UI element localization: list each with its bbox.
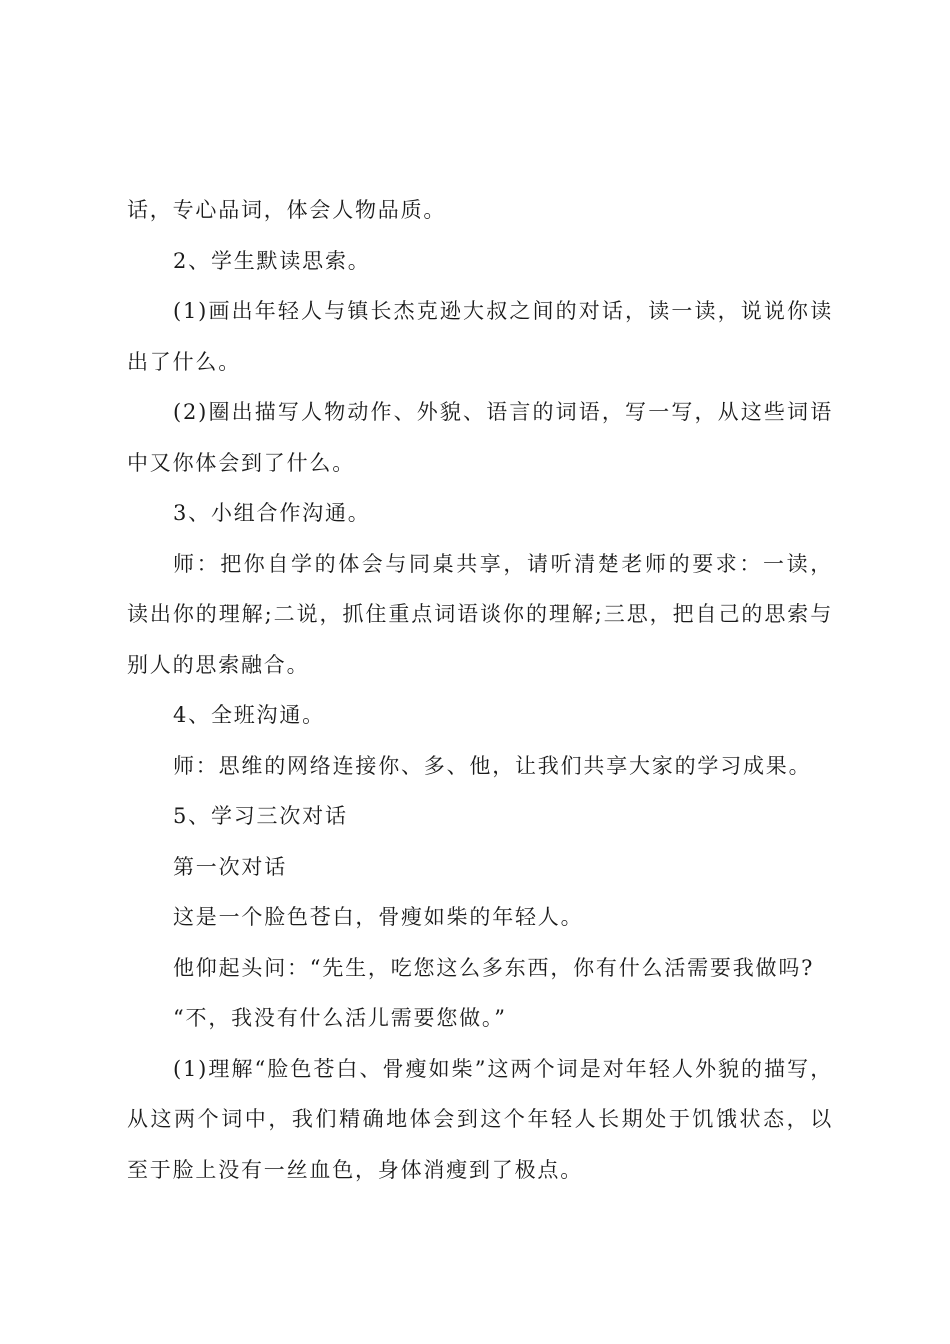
- paragraph: (1)画出年轻人与镇长杰克逊大叔之间的对话，读一读，说说你读出了什么。: [127, 299, 833, 374]
- paragraph: “不，我没有什么活儿需要您做。”: [173, 1006, 507, 1030]
- paragraph: (2)圈出描写人物动作、外貌、语言的词语，写一写，从这些词语中又你体会到了什么。: [127, 400, 833, 475]
- paragraph: 第一次对话: [173, 854, 287, 879]
- paragraph: 4、全班沟通。: [173, 703, 325, 727]
- paragraph: 师：思维的网络连接你、多、他，让我们共享大家的学习成果。: [173, 753, 812, 778]
- paragraph: 3、小组合作沟通。: [173, 501, 371, 525]
- paragraph: 话，专心品词，体会人物品质。: [127, 198, 447, 222]
- paragraph: 5、学习三次对话: [173, 804, 348, 828]
- paragraph: 2、学生默读思索。: [173, 248, 371, 273]
- paragraph: 他仰起头问：“先生，吃您这么多东西，你有什么活需要我做吗?: [173, 955, 815, 980]
- document-body: [127, 185, 833, 1195]
- paragraph: 师：把你自学的体会与同桌共享，请听清楚老师的要求：一读，读出你的理解;二说，抓住重点词语谈你的理解;三思，把自己的思索与别人的思索融合。: [127, 551, 833, 677]
- paragraph: (1)理解“脸色苍白、骨瘦如柴”这两个词是对年轻人外貌的描写，从这两个词中，我们精确地体会到这个年轻人长期处于饥饿状态，以至于脸上没有一丝血色，身体消瘦到了极点。: [127, 1056, 833, 1182]
- paragraph: 这是一个脸色苍白，骨瘦如柴的年轻人。: [173, 905, 584, 929]
